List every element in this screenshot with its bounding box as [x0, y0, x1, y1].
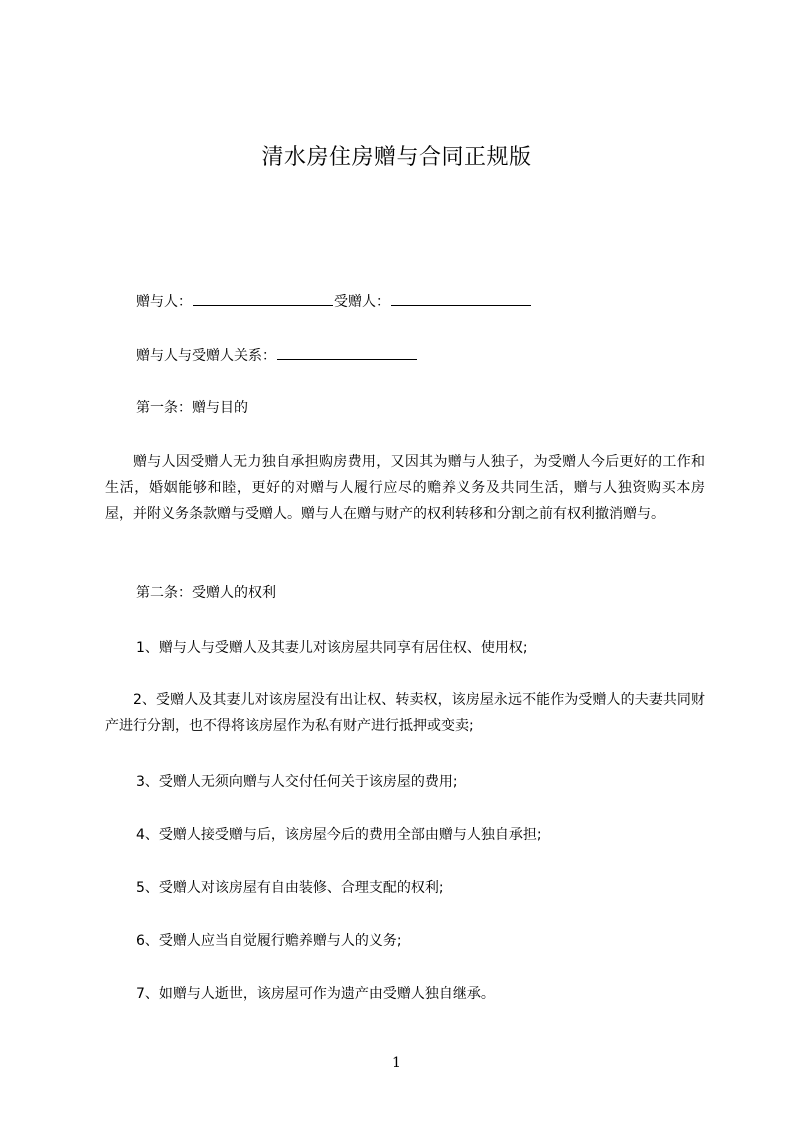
list-item: 4、受赠人接受赠与后，该房屋今后的费用全部由赠与人独自承担;	[136, 827, 542, 843]
donor-label: 赠与人：	[136, 294, 192, 310]
relation-label: 赠与人与受赠人关系：	[136, 348, 276, 364]
list-item: 1、赠与人与受赠人及其妻儿对该房屋共同享有居住权、使用权;	[136, 640, 528, 656]
article2-heading: 第二条：受赠人的权利	[136, 585, 276, 601]
page-number: 1	[392, 1055, 401, 1071]
article1-heading: 第一条：赠与目的	[136, 400, 248, 416]
relation-blank[interactable]	[277, 345, 417, 360]
list-item: 7、如赠与人逝世，该房屋可作为遗产由受赠人独自继承。	[136, 986, 495, 1002]
donee-label: 受赠人：	[334, 294, 390, 310]
relation-line	[136, 345, 418, 366]
list-item: 6、受赠人应当自觉履行赡养赠与人的义务;	[136, 933, 402, 949]
list-item: 3、受赠人无须向赠与人交付任何关于该房屋的费用;	[136, 774, 458, 790]
list-item: 5、受赠人对该房屋有自由装修、合理支配的权利;	[136, 880, 444, 896]
parties-line	[136, 291, 532, 312]
donor-blank[interactable]	[193, 291, 333, 306]
list-item: 2、受赠人及其妻儿对该房屋没有出让权、转卖权，该房屋永远不能作为受赠人的夫妻共同财产进行分割，也不得将该房屋作为私有财产进行抵押或变卖;	[105, 692, 705, 734]
document-title: 清水房住房赠与合同正规版	[261, 145, 532, 170]
article1-body: 赠与人因受赠人无力独自承担购房费用，又因其为赠与人独子，为受赠人今后更好的工作和生活，婚姻能够和睦，更好的对赠与人履行应尽的赡养义务及共同生活，赠与人独资购买本房屋，并附义务条款赠与受赠人。赠与人在赠与财产的权利转移和分割之前有权利撤消赠与。	[105, 454, 705, 522]
donee-blank[interactable]	[391, 291, 531, 306]
